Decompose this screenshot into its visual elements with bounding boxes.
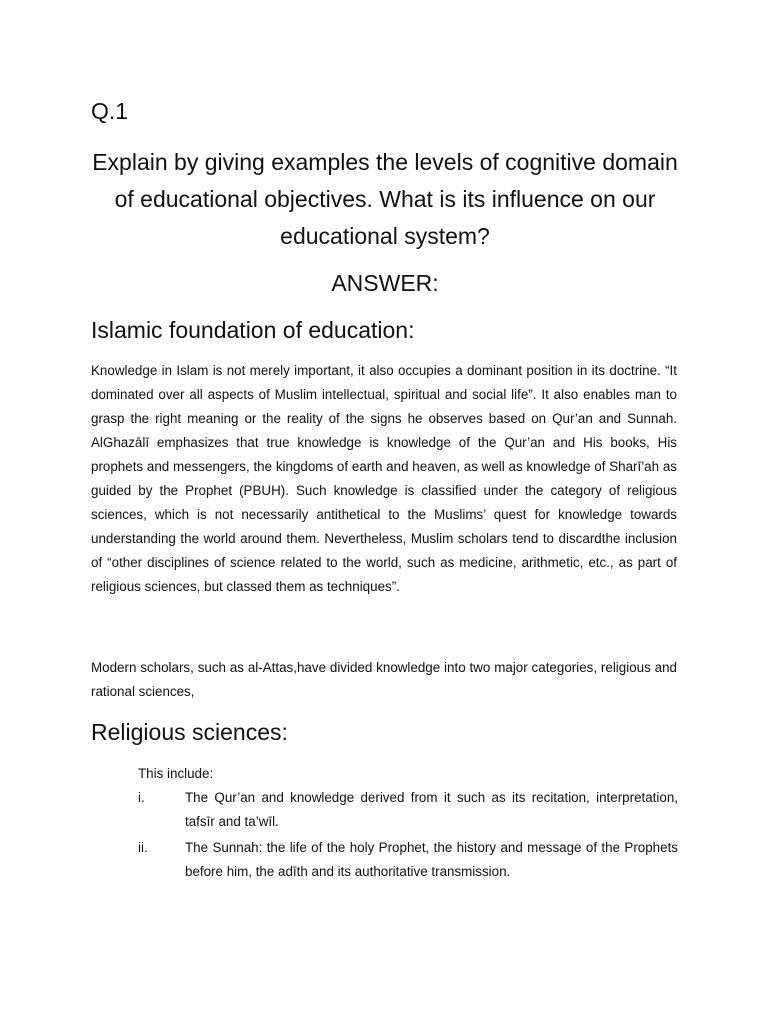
list-marker: ii. bbox=[138, 840, 148, 855]
list-item bbox=[138, 836, 678, 884]
list-intro: This include: bbox=[138, 766, 214, 781]
religious-sciences-list bbox=[138, 786, 678, 886]
section-heading-islamic-foundation: Islamic foundation of education: bbox=[91, 317, 415, 343]
question-number: Q.1 bbox=[91, 98, 129, 124]
paragraph-modern-scholars: Modern scholars, such as al-Attas,have divided knowledge into two major categories, religious and rational sciences, bbox=[91, 660, 677, 699]
list-item bbox=[138, 786, 678, 834]
list-marker: i. bbox=[138, 790, 145, 805]
paragraph-knowledge-in-islam: Knowledge in Islam is not merely important, it also occupies a dominant position in its doctrine. “It dominated over all aspects of Muslim intellectual, spiritual and social life”. It also enables man to grasp the right meaning or the reality of the signs he observes based on Qur’an and Sunnah. AlGhazālī emphasizes that true knowledge is knowledge of the Qur’an and His books, His prophets and messengers, the kingdoms of earth and heaven, as well as knowledge of Sharī’ah as guided by the Prophet (PBUH). Such knowledge is classified under the category of religious sciences, which is not necessarily antithetical to the Muslims’ quest for knowledge towards understanding the world around them. Nevertheless, Muslim scholars tend to discardthe inclusion of “other disciplines of science related to the world, such as medicine, arithmetic, etc., as part of religious sciences, but classed them as techniques”. bbox=[91, 363, 677, 594]
answer-label: ANSWER: bbox=[331, 270, 439, 296]
list-item-text: The Qur’an and knowledge derived from it such as its recitation, interpretation, tafsīr and ta’wīl. bbox=[185, 790, 678, 829]
list-item-text: The Sunnah: the life of the holy Prophet, the history and message of the Prophets before him, the adīth and its authoritative transmission. bbox=[185, 840, 678, 879]
section-heading-religious-sciences: Religious sciences: bbox=[91, 719, 288, 745]
question-text: Explain by giving examples the levels of cognitive domain of educational objectives. What is its influence on our educational system? bbox=[92, 149, 678, 249]
